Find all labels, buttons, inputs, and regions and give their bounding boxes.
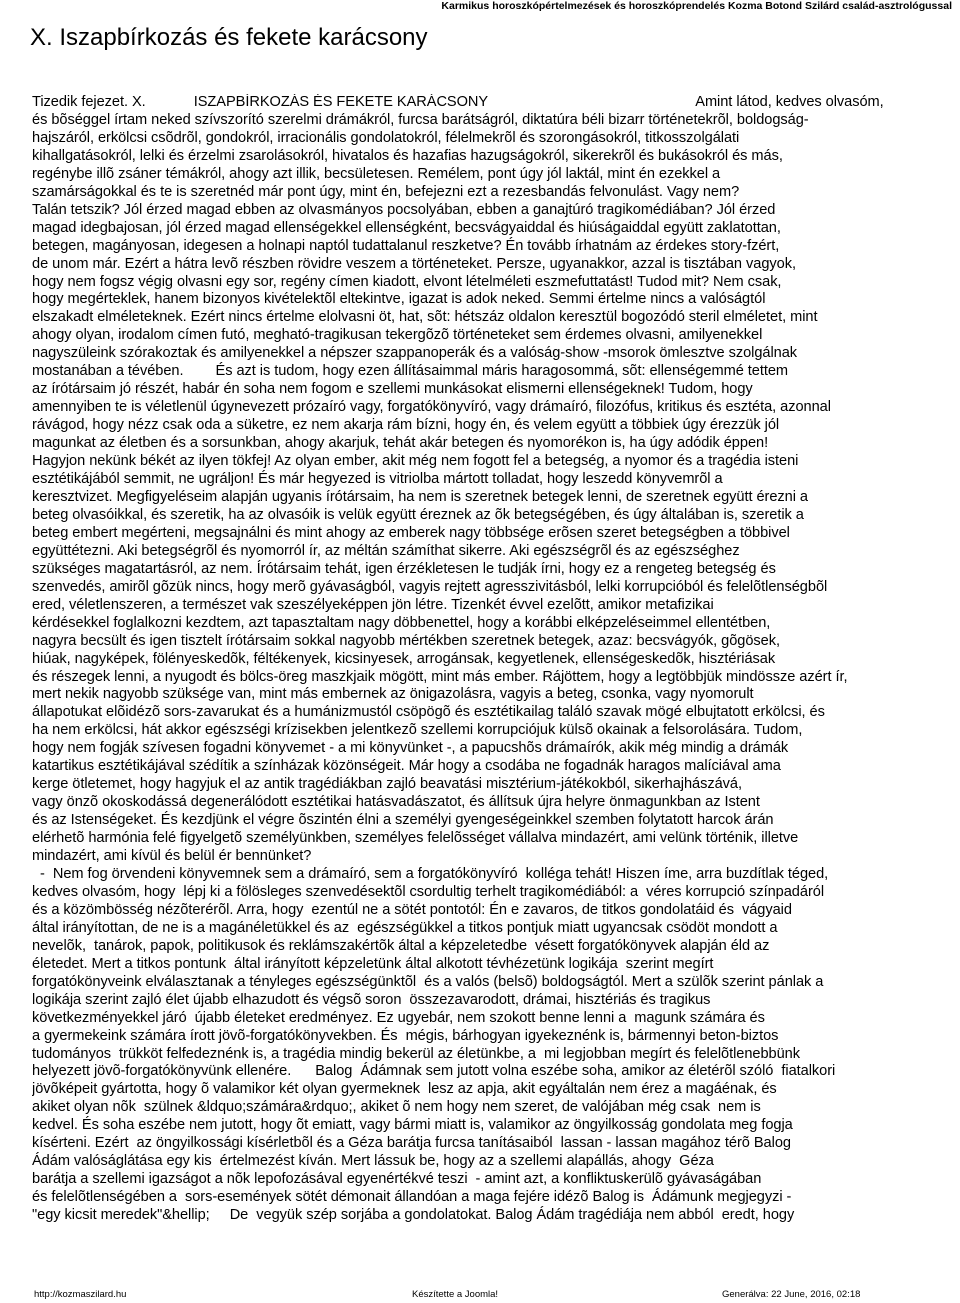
article-line: beteg embert megérteni, megsajnálni és mint ahogy az emberek nagy többsége erõsen szeret betegségben a többivel — [32, 524, 790, 541]
article-line: barátja a szellemi igazságot a nõk lepofozásával egyenértékvé teszi - amint azt, a konfliktuskerülõ gyávaságában — [32, 1171, 762, 1188]
header-bar — [0, 0, 960, 10]
article-line: és felelõtlenségében a sors-események sötét démonait állandóan a maga fejére idézõ Balog is Ádámunk megjegyzi - — [32, 1189, 792, 1206]
article-line: vagy önzõ okoskodássá degenerálódott esztétikai hatásvadászatot, és állítsuk újra helyre önmagunkban az Istent — [32, 794, 760, 811]
article-line: de unom már. Ezért a hátra levõ részben rövidre veszem a történeteket. Persze, ugyanakkor, azzal is tisztában vagyok, — [32, 255, 796, 272]
article-line: nagyszüleink szórakoztak és amilyenekkel a népszer szappanoperák és a valóság-show -msorok ömlesztve szolgálnak — [32, 345, 798, 362]
article-line: "egy kicsit meredek"&hellip; De vegyük szép sorjába a gondolatokat. Balog Ádám tragédiája nem abból eredt, hogy — [32, 1207, 795, 1224]
article-body — [32, 94, 960, 1286]
article-line: tudományos trükköt felfedeznénk is, a tragédia mindig bekerül az életünkbe, a mi legjobban megírt és felelõtlenebbünk — [32, 1045, 800, 1062]
article-line: jövõképeit gyártotta, hogy õ valamikor két olyan gyermeknek lesz az apja, akit egyáltalán nem érez a magáénak, és — [32, 1081, 777, 1098]
article-line: ahogy olyan, irodalom címen futó, megható-tragikusan tekergõzõ történeteket sem érdemes olvasni, amilyenekkel — [32, 327, 763, 344]
article-line: hogy nem fogsz végig olvasni egy sor, regény címen kiadott, elvont lételméleti eszmefuttatást! Tudod mit? Nem csak, — [32, 273, 782, 290]
article-line: Ádám valóságlátása egy kis értelmezést kíván. Mert lássuk be, hogy az a szellemi alapállás, ahogy Géza — [32, 1153, 714, 1170]
article-line: következményekkel járó újabb életeket eredményez. Ez ugyebár, nem szokott benne lenni a magunk számára és — [32, 1009, 765, 1026]
article-line: akiket olyan nõk szülnek &ldquo;számára&rdquo;, akiket õ nem hogy nem szeret, de valójában még csak nem is — [32, 1099, 761, 1116]
page-footer — [0, 1287, 960, 1303]
article-line: hiúak, nagyképek, fölényeskedõk, féltékenyek, kicsinyesek, arrogánsak, kegyetlenek, ellenségeskedõk, hisztériásak — [32, 650, 776, 667]
article-line: mindazért, ami kívül és belül ér bennünket? — [32, 848, 312, 865]
article-line: hajszáról, erkölcsi csõdrõl, gondokról, irracionális gondolatokról, félelmekrõl és szorongásokról, titkosszolgálati — [32, 129, 740, 146]
article-line: amennyiben te is véletlenül úgynevezett prózaíró vagy, forgatókönyvíró, vagy drámaíró, filozófus, kritikus és esztéta, azonnal — [32, 399, 831, 416]
article-line: regénybe illõ zsáner témákról, ahogy azt illik, becsületesen. Remélem, pont úgy jól laktál, mint én ezekkel a — [32, 165, 721, 182]
article-line: kihallgatásokról, lelki és érzelmi zsarolásokról, hivatalos és hazafias hazugságokról, sikerekrõl és bukásokról és más, — [32, 147, 783, 164]
article-line: magunkat az életben és a sorsunkban, ahogy akarjuk, tehát akár betegen és nyomorékon is, ha úgy adódik éppen! — [32, 435, 769, 452]
article-line: kerge ötletemet, hogy hagyjuk el az antik tragédiákban zajló beavatási misztérium-játékokból, sikerhajhászává, — [32, 776, 742, 793]
article-line: mert nekik nagyobb szüksége van, mint más embernek az önigazolásra, vagyis a beteg, csonka, vagy nyomorult — [32, 686, 754, 703]
article-line: kedvel. És soha eszébe nem jutott, hogy õt emiatt, vagy bármi miatt is, valamikor az öngyilkosság gondolata meg fogja — [32, 1117, 793, 1134]
article-line: keresztvizet. Megfigyeléseim alapján ugyanis írótársaim, ha nem is szeretnek betegek lenni, de szeretnek együtt érezni a — [32, 488, 808, 505]
article-line: logikája szerint zajló élet újabb elhazudott és végsõ soron összezavarodott, drámai, hisztériás és tragikus — [32, 991, 711, 1008]
article-line: kísérteni. Ezért az öngyilkossági kísérletbõl és a Géza barátja furcsa tanításaiból lassan - lassan magához térõ Balog — [32, 1135, 791, 1152]
article-line: együttétezni. Aki betegségrõl és nyomorról ír, az méltán számíthat sikerre. Aki egészségrõl és az egészséghez — [32, 542, 740, 559]
footer-made-with[interactable]: Készítette a Joomla! — [412, 1289, 499, 1300]
article-line: nagyra becsült és igen tisztelt írótársaim sokkal nagyobb mértékben szeretnek betegek, azaz: becsvágyók, gõgösek, — [32, 632, 780, 649]
article-line: elszakadt elméleteknek. Ezért nincs értelme elolvasni öt, hat, sõt: hétszáz oldalon keresztül bogozódó steril elméletet, mint — [32, 309, 818, 326]
article-line: Talán tetszik? Jól érzed magad ebben az olvasmányos pocsolyában, ebben a ganajtúró tragikomédiában? Jól érzed — [32, 201, 776, 218]
article-line: a gyermekeink számára írott jövõ-forgatókönyvekben. És mégis, bárhogyan igyekeznénk is, bármennyi beton-biztos — [32, 1027, 779, 1044]
article-line: ered, véletlenszeren, a természet vak szeszélyeképpen jön létre. Tizenkét évvel ezelõtt, amikor metafizikai — [32, 596, 714, 613]
article-line: ha nem erkölcsi, hát akkor egészségi krízisekben jelentkezõ szellemi korrupciójuk külsõ okainak a felsorolására. Tudom, — [32, 722, 803, 739]
page-title: X. Iszapbírkozás és fekete karácsony — [30, 24, 428, 51]
article-line: forgatókönyveink elválasztanak a tényleges egészségünktõl és a valós (belsõ) boldogságtól. Mert a szülõk szerint pánlak a — [32, 973, 824, 990]
article-line: esztétikájából semmit, ne ugráljon! És már hegyezed is vitriolba mártott tolladat, hogy leszedd könyvemrõl a — [32, 471, 723, 488]
article-line: kedves olvasóm, hogy lépj ki a fölösleges szenvedésektõl csordultig terhelt tragikomédiából: a véres korrupció színpadáról — [32, 883, 825, 900]
article-line: hogy nem fogják szívesen fogadni könyvemet - a mi könyvünket -, a papucshõs drámaírók, akik még mindig a drámák — [32, 740, 789, 757]
article-line: - Nem fog örvendeni könyvemnek sem a drámaíró, sem a forgatókönyvíró kollégа tehát! Hiszen íme, arra buzdítlak téged, — [32, 865, 829, 882]
footer-url[interactable]: http://kozmaszilard.hu — [34, 1289, 127, 1300]
article-line: Hagyjon nekünk békét az ilyen tökfej! Az olyan ember, akit még nem fogott fel a betegség, a nyomor és a tragédia isteni — [32, 453, 799, 470]
article-line: elérhetõ harmónia felé figyelgetõ személyünkben, személyes felelõsséget vállalva mindazért, ami velünk történik, illetve — [32, 830, 799, 847]
article-line: életedet. Mert a titkos pontunk által irányított képzeletünk által alkotott tévhézetünk logikája szerint megírt — [32, 955, 714, 972]
article-line: és a közömbösség nézõterérõl. Arra, hogy ezentúl ne a sötét pontotól: Én e zavaros, de titkos gondolatáid és vágyaid — [32, 901, 792, 918]
article-line: szamárságokkal és te is szeretnéd már pont úgy, mint én, befejezni ezt a rezesbandás felvonulást. Vagy nem? — [32, 183, 740, 200]
article-line: által irányítottan, de ne is a magánéletükkel és az egészségükkel a titkos pontjuk miatt ugyancsak csödöt mondott a — [32, 919, 778, 936]
article-line: állapotukat elõidézõ sors-zavarukat és a humánizmustól csöpögõ és esztétikailag találó szavak mögé elbujtatott erkölcsi, és — [32, 704, 825, 721]
article-line: magad idegbajosan, jól érzed magad ellenségekkel ellenségként, becsvágyaiddal és hiúságaiddal együtt zaklatottan, — [32, 219, 781, 236]
article-line: szenvedés, amirõl gõzük nincs, hogy merõ gyávaságból, vagyis rejtett agresszivitásból, lelki korrupcióból és felelõtlenségbõl — [32, 578, 828, 595]
footer-generated: Generálva: 22 June, 2016, 02:18 — [722, 1289, 861, 1300]
article-line: rávágod, hogy nézz csak oda a süketre, ez nem akarja rám bízni, hogy én, és velem együtt a többiek úgy érezzük jól — [32, 417, 780, 434]
article-line: helyezett jövõ-forgatókönyvünk ellenére. Balog Ádámnak sem jutott volna eszébe soha, amikor az életérõl szóló fiatalkori — [32, 1063, 836, 1080]
article-line: az írótársaim jó részét, habár én soha nem fogom e szellemi munkásokat elismerni ellenségeknek! Tudom, hogy — [32, 381, 753, 398]
article-line: kérdésekkel foglalkozni kezdtem, azt tapasztaltam nagy döbbenettel, hogy a korábbi elképzeléseimmel ellentétben, — [32, 614, 771, 631]
article-line: nevelõk, tanárok, papok, politikusok és reklámszakértõk által a képzeletedbe vésett forgatókönyvek alapján éld az — [32, 937, 770, 954]
article-line: mostanában a tévében. És azt is tudom, hogy ezen állításaimmal máris haragosommá, sõt: ellenségemmé tettem — [32, 363, 789, 380]
site-title: Karmikus horoszkópértelmezések és horoszkóprendelés Kozma Botond Szilárd család-asztrológussal — [441, 0, 952, 12]
article-line: Tizedik fejezet. X. ISZAPBÍRKOZÁS ÉS FEKETE KARÁCSONY Amint látod, kedves olvasóm, — [32, 94, 884, 110]
article-line: betegen, magányosan, idegesen a holnapi naptól tudattalanul reszketve? Én tovább írhatnám az érdekes story-fzért, — [32, 237, 780, 254]
article-line: hogy megérteklek, hanem bizonyos kivételektõl eltekintve, igazat is adok neked. Semmi értelme nincs a valóságtól — [32, 291, 766, 308]
article-line: és részegek lenni, a nyugodt és bölcs-öreg maszkjaik mögött, mint más ember. Rájöttem, hogy a legtöbbjük mindössze azért ír, — [32, 668, 848, 685]
article-line: beteg olvasóikkal, és szeretik, ha az olvasóik is velük együtt éreznek az õk betegségében, és úgy általában is, szeretik a — [32, 506, 804, 523]
article-line: és az Istenségeket. És kezdjünk el végre õszintén élni a személyi gyengeségeinkkel szemben folytatott harcok árán — [32, 812, 774, 829]
article-line: szükséges magatartásról, az nem. Írótársaim tehát, igen érzékletesen le tudják írni, hogy ez a rengeteg betegség és — [32, 560, 776, 577]
article-line: és bõséggel írtam neked szívszorító szerelmi drámákról, furcsa barátságról, diktatúra béli bizarr történetekrõl, boldogság- — [32, 111, 809, 128]
article-line: katartikus esztétikájával szédítik a színházak közönségeit. Már hogy a csodába ne fogadnák haragos malíciával ama — [32, 758, 781, 775]
